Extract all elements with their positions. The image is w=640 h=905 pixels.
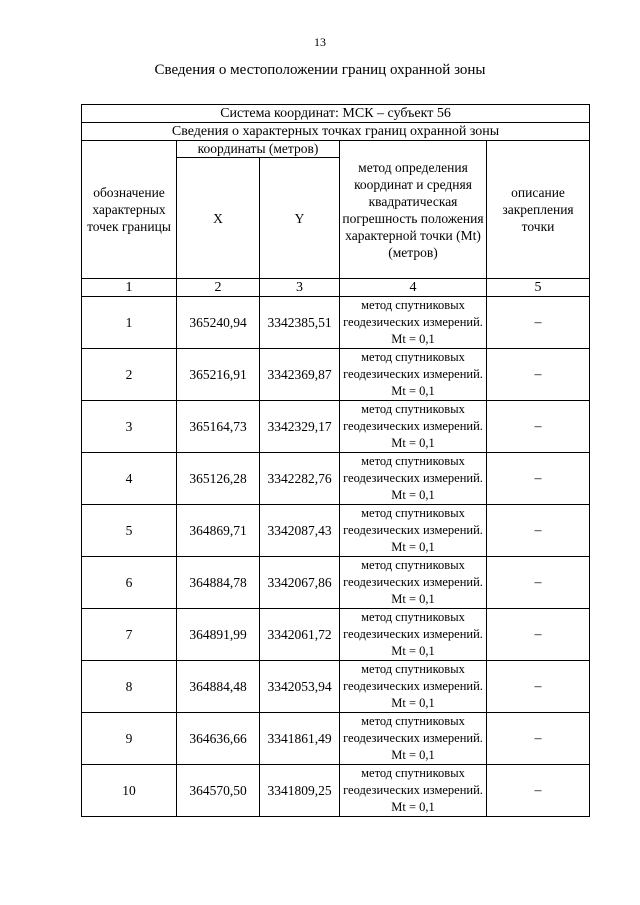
column-number: 1: [82, 279, 177, 297]
description-cell: –: [487, 297, 590, 349]
description-cell: –: [487, 713, 590, 765]
point-cell: 1: [82, 297, 177, 349]
x-coordinate-cell: 365164,73: [177, 401, 260, 453]
method-cell: метод спутниковых геодезических измерений. Mt = 0,1: [340, 661, 487, 713]
y-coordinate-cell: 3341809,25: [260, 765, 340, 817]
boundary-points-table: [81, 104, 590, 817]
y-coordinate-cell: 3342053,94: [260, 661, 340, 713]
method-cell: метод спутниковых геодезических измерений. Mt = 0,1: [340, 557, 487, 609]
x-coordinate-cell: 364884,78: [177, 557, 260, 609]
x-coordinate-cell: 364570,50: [177, 765, 260, 817]
point-cell: 2: [82, 349, 177, 401]
x-coordinate-cell: 364869,71: [177, 505, 260, 557]
point-cell: 7: [82, 609, 177, 661]
y-coordinate-cell: 3342067,86: [260, 557, 340, 609]
point-cell: 3: [82, 401, 177, 453]
method-cell: метод спутниковых геодезических измерений. Mt = 0,1: [340, 453, 487, 505]
table-row: [82, 349, 590, 401]
header-coordinates: координаты (метров): [177, 141, 340, 158]
x-coordinate-cell: 364891,99: [177, 609, 260, 661]
point-cell: 4: [82, 453, 177, 505]
point-cell: 6: [82, 557, 177, 609]
header-row: [82, 141, 590, 158]
method-cell: метод спутниковых геодезических измерений. Mt = 0,1: [340, 349, 487, 401]
point-cell: 10: [82, 765, 177, 817]
column-number: 2: [177, 279, 260, 297]
column-numbers-row: [82, 279, 590, 297]
x-coordinate-cell: 364884,48: [177, 661, 260, 713]
table-row: [82, 505, 590, 557]
table-row: [82, 713, 590, 765]
y-coordinate-cell: 3342329,17: [260, 401, 340, 453]
table-body: [82, 105, 590, 817]
table-row: [82, 661, 590, 713]
points-info-row: [82, 123, 590, 141]
column-number: 3: [260, 279, 340, 297]
page-number: 13: [314, 35, 326, 49]
document-title: Сведения о местоположении границ охранной зоны: [154, 62, 486, 78]
point-cell: 9: [82, 713, 177, 765]
x-coordinate-cell: 364636,66: [177, 713, 260, 765]
point-cell: 5: [82, 505, 177, 557]
y-coordinate-cell: 3342385,51: [260, 297, 340, 349]
table-row: [82, 557, 590, 609]
header-description: описание закрепления точки: [487, 141, 590, 279]
method-cell: метод спутниковых геодезических измерений. Mt = 0,1: [340, 297, 487, 349]
method-cell: метод спутниковых геодезических измерений. Mt = 0,1: [340, 505, 487, 557]
table-row: [82, 765, 590, 817]
description-cell: –: [487, 401, 590, 453]
x-coordinate-cell: 365126,28: [177, 453, 260, 505]
y-coordinate-cell: 3342369,87: [260, 349, 340, 401]
description-cell: –: [487, 453, 590, 505]
description-cell: –: [487, 557, 590, 609]
x-coordinate-cell: 365240,94: [177, 297, 260, 349]
coordinate-system-row: [82, 105, 590, 123]
x-coordinate-cell: 365216,91: [177, 349, 260, 401]
table-row: [82, 297, 590, 349]
point-cell: 8: [82, 661, 177, 713]
column-number: 4: [340, 279, 487, 297]
table-row: [82, 609, 590, 661]
y-coordinate-cell: 3342087,43: [260, 505, 340, 557]
column-number: 5: [487, 279, 590, 297]
header-y: Y: [260, 158, 340, 279]
points-info-cell: Сведения о характерных точках границ охранной зоны: [82, 123, 590, 141]
method-cell: метод спутниковых геодезических измерений. Mt = 0,1: [340, 401, 487, 453]
description-cell: –: [487, 349, 590, 401]
header-method: метод определения координат и средняя квадратическая погрешность положения характерной точки (Mt) (метров): [340, 141, 487, 279]
header-x: X: [177, 158, 260, 279]
method-cell: метод спутниковых геодезических измерений. Mt = 0,1: [340, 765, 487, 817]
header-point-designation: обозначение характерных точек границы: [82, 141, 177, 279]
coordinate-system-cell: Система координат: МСК – субъект 56: [82, 105, 590, 123]
description-cell: –: [487, 661, 590, 713]
table-row: [82, 453, 590, 505]
description-cell: –: [487, 765, 590, 817]
description-cell: –: [487, 505, 590, 557]
y-coordinate-cell: 3342282,76: [260, 453, 340, 505]
description-cell: –: [487, 609, 590, 661]
method-cell: метод спутниковых геодезических измерений. Mt = 0,1: [340, 713, 487, 765]
y-coordinate-cell: 3341861,49: [260, 713, 340, 765]
table-row: [82, 401, 590, 453]
y-coordinate-cell: 3342061,72: [260, 609, 340, 661]
method-cell: метод спутниковых геодезических измерений. Mt = 0,1: [340, 609, 487, 661]
